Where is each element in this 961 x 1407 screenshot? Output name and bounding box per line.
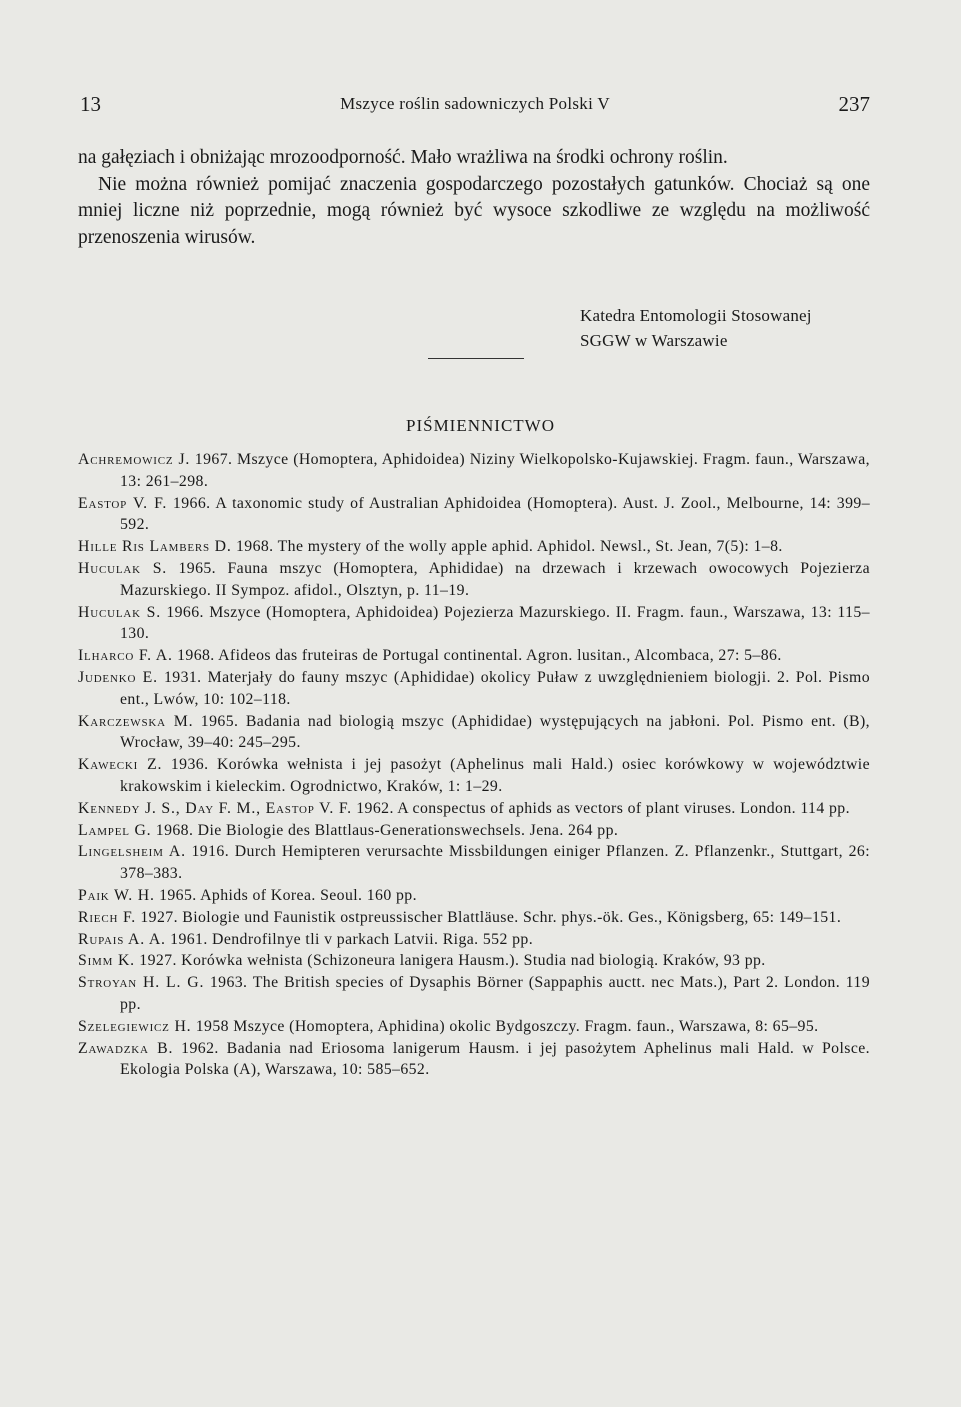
reference-text: 1968. The mystery of the wolly apple aphid. Aphidol. Newsl., St. Jean, 7(5): 1–8. (231, 538, 783, 556)
reference-text: 1963. The British species of Dysaphis Börner (Sappaphis auctt. nec Mats.), Part 2. London. 119 pp. (120, 974, 870, 1013)
reference-text: 1967. Mszyce (Homoptera, Aphidoidea) Niziny Wielkopolsko-Kujawskiej. Fragm. faun., Warszawa, 13: 261–298. (120, 451, 870, 490)
body-text (78, 145, 870, 251)
reference-entry (78, 493, 870, 537)
page-number-right: 237 (838, 92, 870, 116)
affiliation-line: SGGW w Warszawie (580, 331, 728, 350)
reference-text: 1931. Materjały do fauny mszyc (Aphididae) okolicy Puław z uwzględnieniem biologji. 2. Pol. Pismo ent., Lwów, 10: 102–118. (120, 668, 870, 708)
reference-author: Riech F. (78, 908, 137, 926)
reference-entry (78, 667, 870, 711)
reference-author: Stroyan H. L. G. (78, 974, 205, 992)
reference-text: 1968. Afideos das fruteiras de Portugal continental. Agron. lusitan., Alcombaca, 27: 5–86. (172, 647, 782, 665)
page-header (80, 92, 870, 122)
reference-entry (78, 798, 870, 820)
reference-entry (78, 885, 870, 907)
reference-text: 1965. Badania nad biologią mszyc (Aphididae) występujących na jabłoni. Pol. Pismo ent. (B), Wrocław, 39–40: 245–295. (120, 712, 870, 752)
reference-author: Kawecki Z. (78, 756, 163, 774)
reference-entry (78, 645, 870, 667)
reference-author: Lingelsheim A. (78, 843, 186, 861)
reference-text: 1966. Mszyce (Homoptera, Aphidoidea) Pojezierza Mazurskiego. II. Fragm. faun., Warszawa, 13: 115–130. (120, 603, 870, 643)
reference-entry (78, 711, 870, 755)
reference-author: Szelegiewicz H. (78, 1017, 192, 1035)
reference-text: 1962. Badania nad Eriosoma lanigerum Hausm. i jej pasożytem Aphelinus mali Hald. w Polsce. Ekologia Polska (A), Warszawa, 10: 585–652. (120, 1039, 870, 1079)
reference-text: 1916. Durch Hemipteren verursachte Missbildungen einiger Pflanzen. Z. Pflanzenkr., Stuttgart, 26: 378–383. (120, 843, 870, 883)
references-heading: PIŚMIENNICTWO (406, 416, 555, 435)
reference-text: 1965. Aphids of Korea. Seoul. 160 pp. (154, 886, 417, 904)
reference-entry (78, 1038, 870, 1082)
reference-entry (78, 820, 870, 842)
reference-entry (78, 536, 870, 558)
reference-author: Ilharco F. A. (78, 647, 173, 665)
reference-author: Huculak S. (78, 559, 168, 577)
paragraph: na gałęziach i obniżając mrozoodporność. Mało wrażliwa na środki ochrony roślin. (78, 147, 728, 168)
running-title: Mszyce roślin sadowniczych Polski V (340, 94, 610, 113)
reference-entry (78, 950, 870, 972)
reference-entry (78, 754, 870, 798)
reference-author: Huculak S. (78, 603, 161, 621)
reference-text: 1958 Mszyce (Homoptera, Aphidina) okolic Bydgoszczy. Fragm. faun., Warszawa, 8: 65–95. (191, 1017, 819, 1035)
reference-entry (78, 907, 870, 929)
reference-entry (78, 602, 870, 646)
reference-author: Kennedy J. S., Day F. M., Eastop V. F. (78, 799, 352, 817)
reference-author: Lampel G. (78, 821, 152, 839)
reference-author: Eastop V. F. (78, 494, 168, 512)
reference-author: Achremowicz J. (78, 451, 191, 468)
reference-list (78, 449, 870, 1081)
reference-author: Paik W. H. (78, 886, 155, 904)
reference-text: 1927. Korówka wełnista (Schizoneura lanigera Hausm.). Studia nad biologią. Kraków, 93 pp. (134, 952, 766, 970)
reference-entry (78, 558, 870, 602)
reference-text: 1965. Fauna mszyc (Homoptera, Aphididae) na drzewach i krzewach owocowych Pojezierza Mazurskiego. II Sympoz. afidol., Olsztyn, p. 11–19. (120, 559, 870, 599)
reference-text: 1962. A conspectus of aphids as vectors of plant viruses. London. 114 pp. (351, 799, 850, 817)
reference-text: 1968. Die Biologie des Blattlaus-Generationswechsels. Jena. 264 pp. (151, 821, 619, 839)
affiliation (580, 303, 812, 353)
reference-entry (78, 449, 870, 493)
page-number-left: 13 (80, 92, 101, 116)
reference-text: 1966. A taxonomic study of Australian Aphidoidea (Homoptera). Aust. J. Zool., Melbourne, 14: 399–592. (120, 494, 870, 534)
reference-text: 1936. Korówka wełnista i jej pasożyt (Aphelinus mali Hald.) osiec korówkowy w województwie krakowskim i kieleckim. Ogrodnictwo, Kraków, 1: 1–29. (120, 756, 870, 795)
reference-author: Zawadzka B. (78, 1039, 174, 1057)
reference-author: Judenko E. (78, 668, 158, 686)
reference-entry (78, 841, 870, 885)
reference-text: 1961. Dendrofilnye tli v parkach Latvii. Riga. 552 pp. (165, 930, 534, 948)
reference-text: 1927. Biologie und Faunistik ostpreussischer Blattläuse. Schr. phys.-ök. Ges., Königsberg, 65: 149–151. (136, 908, 842, 926)
affiliation-line: Katedra Entomologii Stosowanej (580, 306, 812, 325)
reference-author: Simm K. (78, 952, 135, 970)
reference-author: Hille Ris Lambers D. (78, 538, 232, 556)
reference-author: Rupais A. A. (78, 930, 166, 948)
reference-entry (78, 1016, 870, 1038)
reference-entry (78, 972, 870, 1016)
reference-author: Karczewska M. (78, 712, 194, 730)
section-divider (428, 358, 524, 359)
paragraph: Nie można również pomijać znaczenia gospodarczego pozostałych gatunków. Chociaż są one mniej liczne niż poprzednie, mogą również być wysoce szkodliwe ze względu na możliwość przenoszenia wirusów. (78, 173, 870, 248)
reference-entry (78, 929, 870, 951)
